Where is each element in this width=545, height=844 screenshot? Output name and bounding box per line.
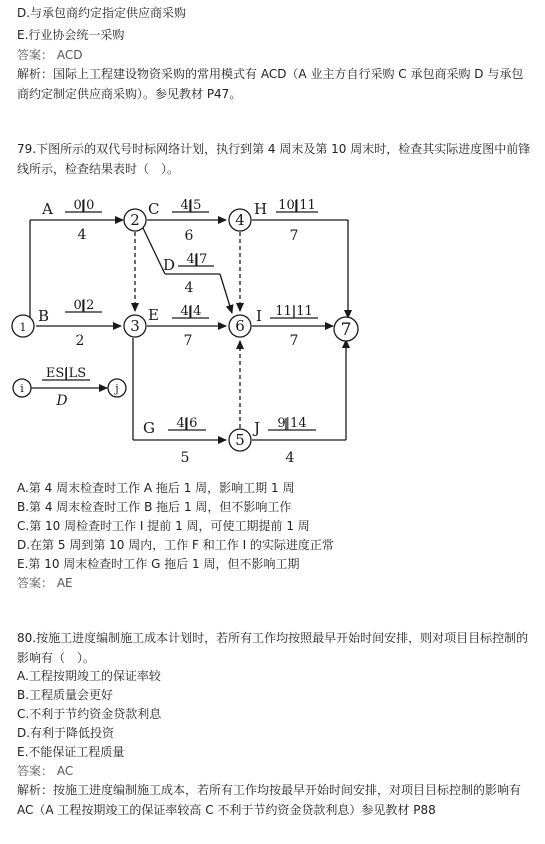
act-a-duration: 4 [77,227,87,243]
legend-j: j [115,382,119,395]
act-d-duration: 4 [184,280,194,296]
node-4-label: 4 [235,211,245,229]
act-b-name: B [38,307,50,325]
act-a-esls: 0|0 [73,198,95,213]
act-c-name: C [148,200,160,218]
q80-option-d: D.有利于降低投资 [17,726,115,740]
q80-analysis: 解析：按施工进度编制施工成本，若所有工作均按最早开始时间安排，对项目目标控制的影响有 AC（A 工程按期竣工的保证率较高 C 不利于节约资金贷款利息）参见教材 P88 [17,783,522,817]
act-i-duration: 7 [289,333,299,349]
q79-option-d: D.在第 5 周到第 10 周内，工作 F 和工作 I 的实际进度正常 [17,538,334,552]
act-b-esls: 0|2 [73,298,95,313]
q80-answer: 答案： AC [17,764,74,778]
act-c-duration: 6 [184,228,194,244]
q80-option-c: C.不利于节约资金贷款利息 [17,707,162,721]
act-g-name: G [143,419,155,437]
legend-i: i [20,382,24,395]
node-7-label: 7 [340,320,352,340]
q79-option-a: A.第 4 周末检查时工作 A 拖后 1 周，影响工期 1 周 [17,481,295,495]
act-h-duration: 7 [289,228,299,244]
act-c-esls: 4|5 [180,198,202,213]
act-d-esls: 4|7 [186,252,208,267]
arrow-d-3 [220,274,232,313]
act-e-duration: 7 [183,333,193,349]
q79-answer: 答案： AE [17,576,73,590]
act-j-duration: 4 [285,450,295,466]
q80-option-e: E.不能保证工程质量 [17,745,125,759]
act-i-name: I [256,307,262,325]
act-h-name: H [254,200,268,218]
act-j-name: J [254,419,261,437]
act-d-name: D [163,256,176,274]
act-i-esls: 11|11 [275,304,313,319]
act-g-esls: 4|6 [176,416,198,431]
q79-option-c: C.第 10 周检查时工作 I 提前 1 周，可使工期提前 1 周 [17,519,310,533]
q80-stem: 80.按施工进度编制施工成本计划时，若所有工作均按照最早开始时间安排，则对项目目标控制的影响有（ ）。 [17,631,529,665]
act-h-esls: 10|11 [278,198,316,213]
q78-analysis: 解析：国际上工程建设物资采购的常用模式有 ACD（A 业主方自行采购 C 承包商采购 D 与承包商约定制定供应商采购）。参见教材 P47。 [17,67,524,101]
node-5-label: 5 [235,431,245,449]
act-j-esls: 9|14 [277,416,307,431]
q79-option-e: E.第 10 周末检查时工作 G 拖后 1 周，但不影响工期 [17,557,300,571]
q78-option-e: E.行业协会统一采购 [17,28,125,42]
q78-option-d: D.与承包商约定指定供应商采购 [17,6,187,20]
q78-answer: 答案： ACD [17,48,83,62]
node-6-label: 6 [235,317,245,335]
legend-esls: ES|LS [45,366,87,381]
node-1-label: 1 [19,321,27,334]
node-2-label: 2 [130,211,140,229]
q79-stem: 79.下图所示的双代号时标网络计划，执行到第 4 周末及第 10 周末时，检查其实际进度图中前锋线所示，检查结果表时（ ）。 [17,142,531,176]
q80-option-b: B.工程质量会更好 [17,688,114,702]
act-g-duration: 5 [180,450,190,466]
act-e-name: E [148,306,159,324]
legend-d: D [56,393,68,409]
act-a-name: A [42,200,53,218]
arrow-d-1 [143,228,165,274]
q79-option-b: B.第 4 周末检查时工作 B 拖后 1 周，但不影响工作 [17,500,292,514]
act-e-esls: 4|4 [180,304,202,319]
node-3-label: 3 [130,317,140,335]
network-diagram [0,190,545,490]
act-b-duration: 2 [75,333,85,349]
q80-option-a: A.工程按期竣工的保证率较 [17,669,161,683]
